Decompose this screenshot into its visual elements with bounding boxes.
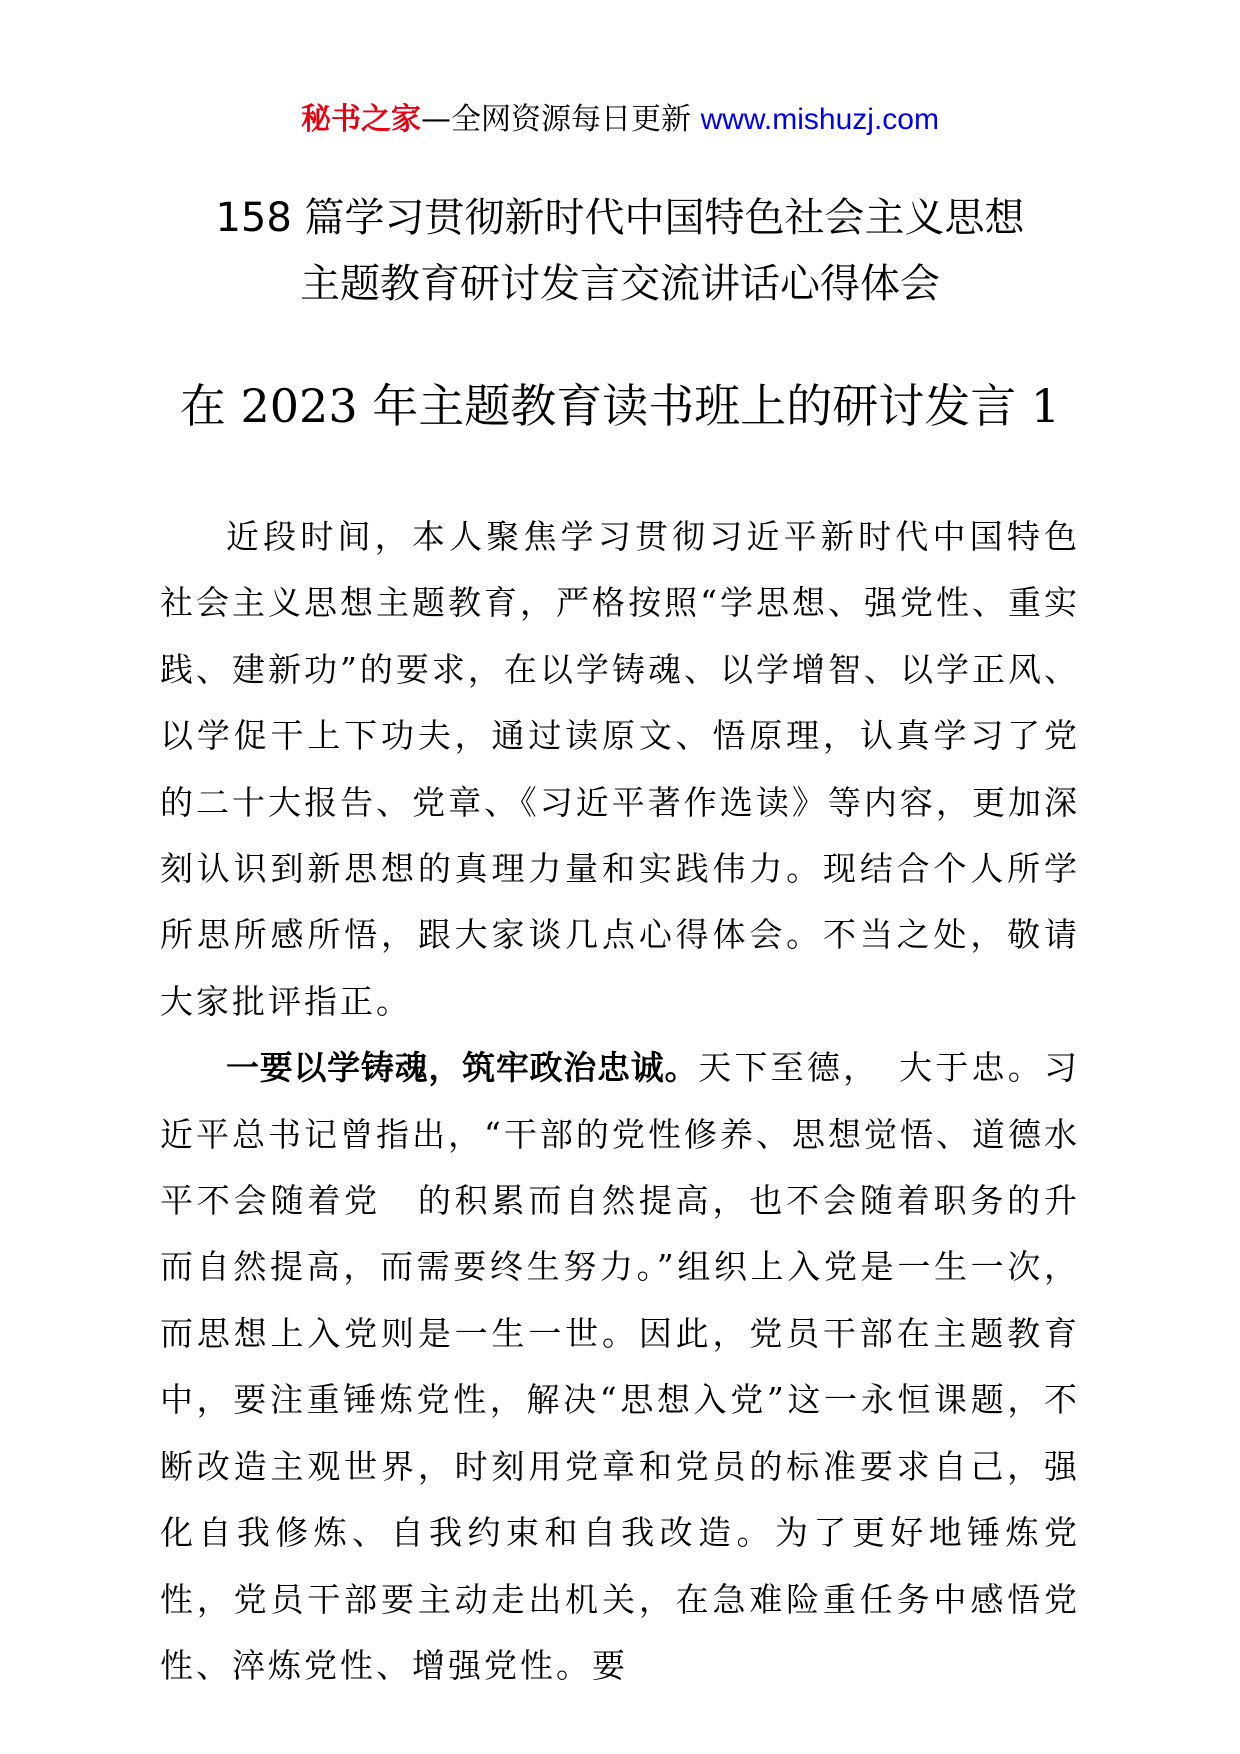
speech-title: 在 2023 年主题教育读书班上的研讨发言 1 [179,379,1061,433]
document-body [160,504,1116,1699]
paragraph-lead: 一要以学铸魂，筑牢政治忠诚。 [226,1048,699,1088]
site-header [0,94,1240,138]
body-paragraph [160,1035,1116,1699]
header-tagline: —全网资源每日更新 [421,102,701,137]
website-link[interactable]: www.mishuzj.com [700,103,939,136]
paragraph-text: 天下至德， 大于忠。习近平总书记曾指出，“干部的党性修养、思想觉悟、道德水平不会随着党 的积累而自然提高，也不会随着职务的升 而自然提高，而需要终生努力。”组织上入党是一生一次，而思想上入党则是一生一世。因此，党员干部在主题教育中，要注重锤炼党性，解决“思想入党”这一永恒课题，不断改造主观世界，时刻用党章和党员的标准要求自己，强化自我修炼、自我约束和自我改造。为了更好地锤炼党性，党员干部要主动走出机关，在急难险重任务中感悟党性、淬炼党性、增强党性。要 [160,1048,1116,1685]
body-paragraph [160,504,1080,1035]
collection-title-line-2: 主题教育研讨发言交流讲话心得体会 [300,261,940,307]
paragraph-text: 近段时间，本人聚焦学习贯彻习近平新时代中国特色社会主义思想主题教育，严格按照“学思想、强党性、重实践、建新功”的要求，在以学铸魂、以学增智、以学正风、以学促干上下功夫，通过读原文、悟原理，认真学习了党的二十大报告、党章、《习近平著作选读》等内容，更加深刻认识到新思想的真理力量和实践伟力。现结合个人所学所思所感所悟，跟大家谈几点心得体会。不当之处，敬请大家批评指正。 [160,517,1080,1021]
brand-name: 秘书之家 [301,102,422,137]
collection-title-line-1: 158 篇学习贯彻新时代中国特色社会主义思想 [215,195,1025,241]
